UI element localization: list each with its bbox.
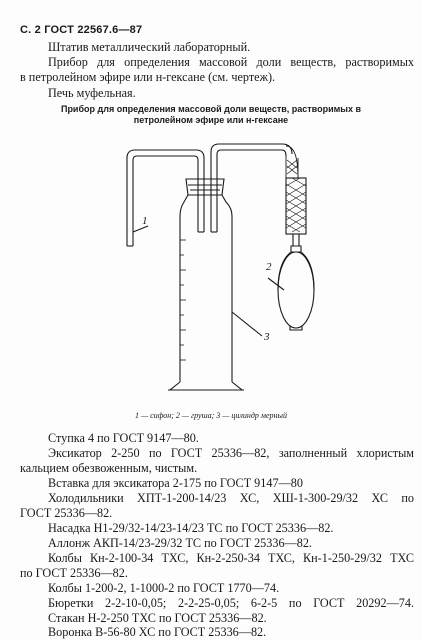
- list-line: Воронка В-56-80 ХС по ГОСТ 25336—82.: [48, 625, 267, 639]
- intro-line: Печь муфельная.: [48, 86, 136, 100]
- measuring-cylinder: [180, 195, 232, 382]
- label-cylinder: 3: [264, 331, 270, 343]
- list-line: Стакан Н-2-250 ТХС по ГОСТ 25336—82.: [48, 611, 267, 625]
- list-line: Холодильники ХПТ-1-200-14/23 ХС, ХШ-1-300-29/32 ХС по: [48, 491, 414, 505]
- intro-line: Штатив металлический лабораторный.: [48, 40, 251, 54]
- siphon-tube: [127, 150, 204, 246]
- figure-legend: 1 — сифон; 2 — груша; 3 — цилиндр мерный: [135, 411, 287, 420]
- figure-title: петролейном эфире или н-гексане: [133, 115, 289, 125]
- list-line: ГОСТ 25336—82.: [20, 506, 113, 520]
- label-bulb: 2: [266, 261, 272, 273]
- list-line: Колбы Кн-2-100-34 ТХС, Кн-2-250-34 ТХС, Кн-1-250-29/32 ТХС: [48, 551, 414, 565]
- label-siphon: 1: [142, 215, 148, 227]
- list-line: Насадка Н1-29/32-14/23-14/23 ТС по ГОСТ 25336—82.: [48, 521, 334, 535]
- list-line: Ступка 4 по ГОСТ 9147—80.: [48, 431, 199, 445]
- stopper: [186, 179, 224, 195]
- intro-line: Прибор для определения массовой доли веществ, растворимых: [48, 55, 414, 69]
- intro-line: в петролейном эфире или н-гексане (см. чертеж).: [20, 70, 276, 84]
- figure-title: Прибор для определения массовой доли веществ, растворимых в: [60, 104, 362, 114]
- list-line: Бюретки 2-2-10-0,05; 2-2-25-0,05; 6-2-5 по ГОСТ 20292—74.: [48, 596, 414, 610]
- page-header: С. 2 ГОСТ 22567.6—87: [20, 24, 143, 36]
- list-line: Аллонж АКП-14/23-29/32 ТС по ГОСТ 25336—82.: [48, 536, 312, 550]
- list-line: Эксикатор 2-250 по ГОСТ 25336—82, заполненный хлористым: [48, 446, 414, 460]
- list-line: Колбы 1-200-2, 1-1000-2 по ГОСТ 1770—74.: [48, 581, 280, 595]
- list-line: кальцием обезвоженным, чистым.: [20, 461, 198, 475]
- list-line: Вставка для эксикатора 2-175 по ГОСТ 9147—80: [48, 476, 303, 490]
- list-line: по ГОСТ 25336—82.: [20, 566, 128, 580]
